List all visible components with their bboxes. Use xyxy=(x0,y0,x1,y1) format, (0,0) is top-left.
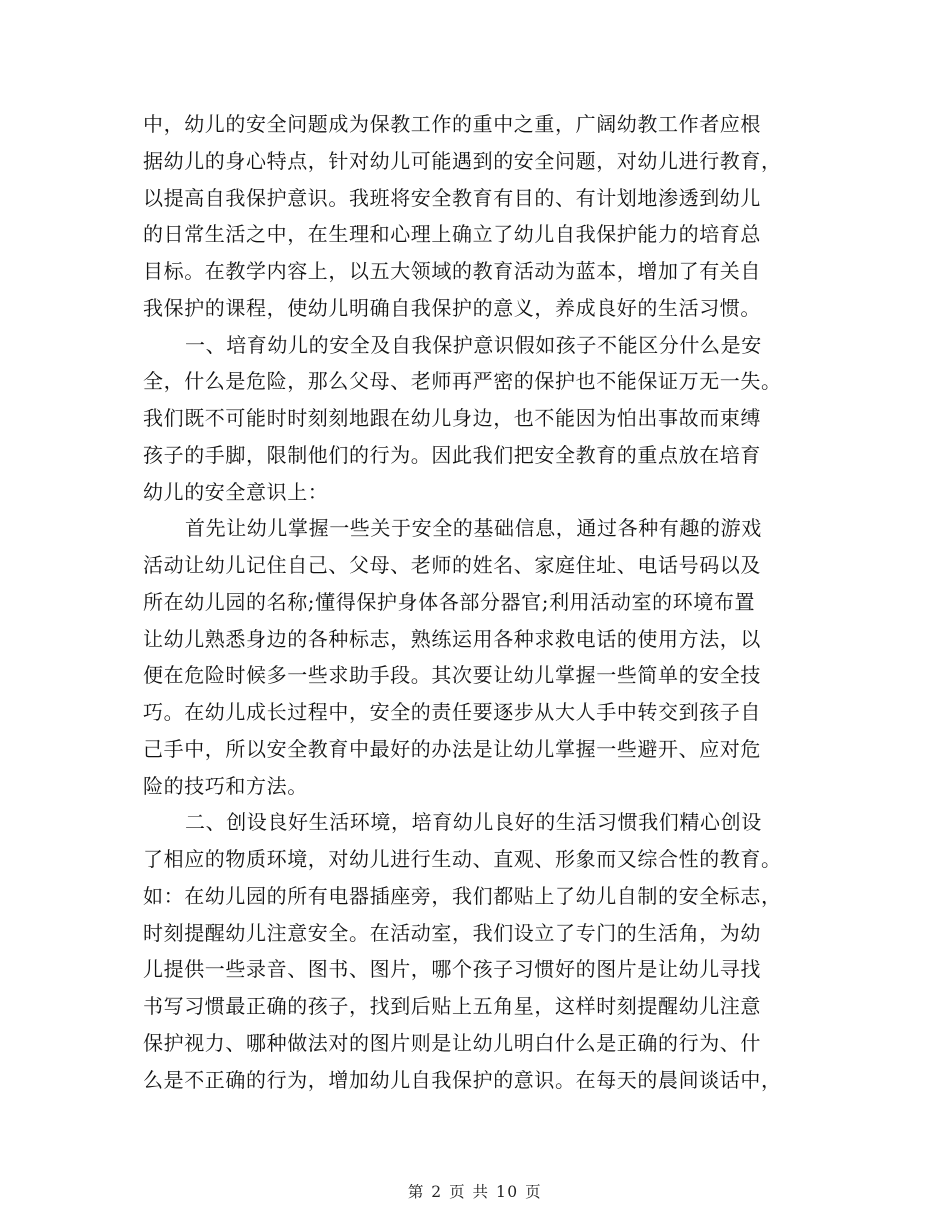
text-line: 时刻提醒幼儿注意安全。在活动室，我们设立了专门的生活角，为幼 xyxy=(143,920,761,945)
text-line: 的日常生活之中，在生理和心理上确立了幼儿自我保护能力的培育总 xyxy=(143,222,761,247)
text-line: 我保护的课程，使幼儿明确自我保护的意义，养成良好的生活习惯。 xyxy=(143,295,761,320)
text-line: 便在危险时候多一些求助手段。其次要让幼儿掌握一些简单的安全技 xyxy=(143,663,761,688)
text-line: 了相应的物质环境，对幼儿进行生动、直观、形象而又综合性的教育。 xyxy=(143,847,782,871)
text-line: 险的技巧和方法。 xyxy=(143,773,308,798)
page-number-footer: 第 2 页 共 10 页 xyxy=(407,1183,543,1201)
text-line: 目标。在教学内容上，以五大领域的教育活动为蓝本，增加了有关自 xyxy=(143,259,761,283)
text-line: 书写习惯最正确的孩子，找到后贴上五角星，这样时刻提醒幼儿注意 xyxy=(143,994,761,1018)
text-line: 让幼儿熟悉身边的各种标志，熟练运用各种求救电话的使用方法，以 xyxy=(143,626,761,651)
text-line: 孩子的手脚，限制他们的行为。因此我们把安全教育的重点放在培育 xyxy=(143,442,761,467)
body-text xyxy=(143,106,807,1098)
text-line: 中，幼儿的安全问题成为保教工作的重中之重，广阔幼教工作者应根 xyxy=(143,112,761,136)
text-line: 以提高自我保护意识。我班将安全教育有目的、有计划地渗透到幼儿 xyxy=(143,185,761,210)
text-line: 么是不正确的行为，增加幼儿自我保护的意识。在每天的晨间谈话中， xyxy=(143,1067,782,1092)
text-line: 一、培育幼儿的安全及自我保护意识假如孩子不能区分什么是安 xyxy=(185,332,762,357)
text-line: 幼儿的安全意识上： xyxy=(143,479,329,504)
text-line: 己手中，所以安全教育中最好的办法是让幼儿掌握一些避开、应对危 xyxy=(143,736,761,761)
text-line: 如：在幼儿园的所有电器插座旁，我们都贴上了幼儿自制的安全标志， xyxy=(143,883,782,908)
text-line: 我们既不可能时时刻刻地跟在幼儿身边，也不能因为怕出事故而束缚 xyxy=(143,406,761,430)
text-line: 所在幼儿园的名称;懂得保护身体各部分器官;利用活动室的环境布置 xyxy=(143,589,756,614)
text-line: 儿提供一些录音、图书、图片，哪个孩子习惯好的图片是让幼儿寻找 xyxy=(143,957,761,982)
text-line: 活动让幼儿记住自己、父母、老师的姓名、家庭住址、电话号码以及 xyxy=(143,553,761,577)
text-line: 首先让幼儿掌握一些关于安全的基础信息，通过各种有趣的游戏 xyxy=(185,516,762,541)
text-line: 据幼儿的身心特点，针对幼儿可能遇到的安全问题，对幼儿进行教育， xyxy=(143,148,782,173)
text-line: 二、创设良好生活环境，培育幼儿良好的生活习惯我们精心创设 xyxy=(185,810,762,835)
text-line: 全，什么是危险，那么父母、老师再严密的保护也不能保证万无一失。 xyxy=(143,369,782,394)
text-line: 保护视力、哪种做法对的图片则是让幼儿明白什么是正确的行为、什 xyxy=(143,1030,761,1055)
text-line: 巧。在幼儿成长过程中，安全的责任要逐步从大人手中转交到孩子自 xyxy=(143,700,761,724)
